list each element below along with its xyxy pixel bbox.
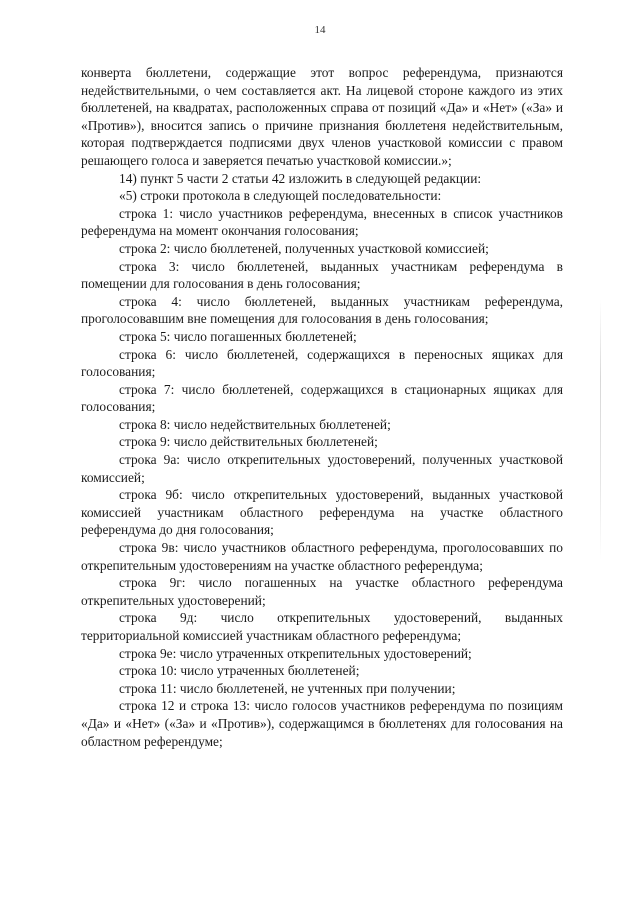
paragraph: строка 9: число действительных бюллетеней; xyxy=(119,434,378,450)
paragraph: строка 4: число бюллетеней, выданных участникам референдума, проголосовавшим вне помещения для голосования в день голосования; xyxy=(81,293,563,327)
paragraph-continuation: конверта бюллетени, содержащие этот вопрос референдума, признаются недействительными, о чем составляется акт. На лицевой стороне каждого из этих бюллетеней, на квадратах, расположенных справа от позиций «Да» и «Нет» («За» и «Против»), вносится запись о причине признания бюллетеня недействительным, которая подтверждается подписями двух членов участковой комиссии с правом решающего голоса и заверяется печатью участковой комиссии.»; xyxy=(81,65,563,168)
paragraph: строка 9г: число погашенных на участке областного референдума открепительных удостоверений; xyxy=(81,575,563,608)
paragraph: «5) строки протокола в следующей последовательности: xyxy=(119,188,442,204)
paragraph: строка 6: число бюллетеней, содержащихся в переносных ящиках для голосования; xyxy=(81,346,563,380)
paragraph: строка 12 и строка 13: число голосов участников референдума по позициям «Да» и «Нет» («За» и «Против»), содержащимся в бюллетенях для голосования на областном референдуме; xyxy=(81,698,563,749)
paragraph: строка 7: число бюллетеней, содержащихся в стационарных ящиках для голосования; xyxy=(81,381,563,415)
paragraph: строка 10: число утраченных бюллетеней; xyxy=(119,663,360,679)
paragraph: строка 8: число недействительных бюллетеней; xyxy=(119,416,391,432)
paragraph: строка 2: число бюллетеней, полученных участковой комиссией; xyxy=(119,240,489,256)
paragraph: строка 9е: число утраченных открепительных удостоверений; xyxy=(119,645,472,661)
paragraph: строка 9а: число открепительных удостоверений, полученных участковой комиссией; xyxy=(81,452,563,485)
paragraph: строка 3: число бюллетеней, выданных участникам референдума в помещении для голосования в день голосования; xyxy=(81,258,563,292)
paragraph: строка 11: число бюллетеней, не учтенных при получении; xyxy=(119,680,456,696)
paragraph: 14) пункт 5 части 2 статьи 42 изложить в следующей редакции: xyxy=(119,170,482,186)
page-number: 14 xyxy=(314,24,326,36)
paragraph: строка 5: число погашенных бюллетеней; xyxy=(119,328,357,344)
paragraph: строка 9б: число открепительных удостоверений, выданных участковой комиссией участникам областного референдума на участке областного референдума до дня голосования; xyxy=(81,487,563,538)
document-body xyxy=(81,64,563,750)
paragraph: строка 9д: число открепительных удостоверений, выданных территориальной комиссией участникам областного референдума; xyxy=(81,610,563,643)
scan-artifact-line xyxy=(600,300,601,560)
paragraph: строка 9в: число участников областного референдума, проголосовавших по открепительным удостоверениям на участке областного референдума; xyxy=(81,540,563,573)
paragraph: строка 1: число участников референдума, внесенных в список участников референдума на момент окончания голосования; xyxy=(81,205,563,239)
